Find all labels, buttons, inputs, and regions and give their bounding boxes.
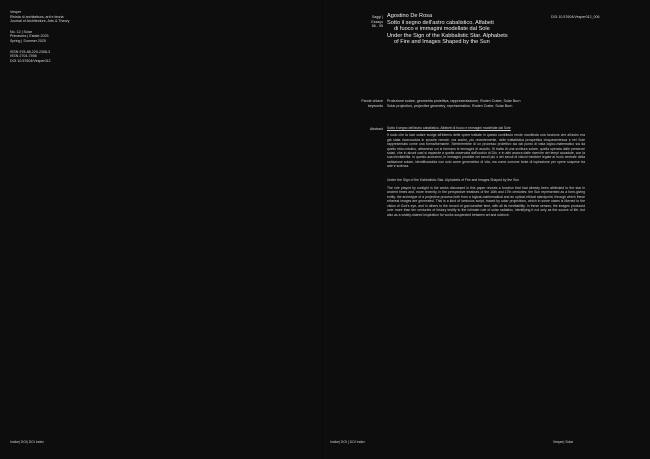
rubric (363, 15, 383, 29)
article-title-block (387, 13, 567, 46)
title-it-line2: di fuoco e immagini modellate dal Sole (394, 26, 490, 33)
issn-print: ISSN 978-88-229-2308-3 (10, 49, 51, 54)
title-en-line1: Under the Sign of the Kabbalistic Star. Alphabets (387, 32, 508, 39)
right-footer-issue: Vesper| Solar (553, 440, 574, 444)
keywords-it: Proiezione solare, geometria proiettiva, rappresentazione, Roden Crater, Solar Burn (387, 99, 521, 103)
abstract-heading-en: Under the Sign of the Kabbalistic Star. Alphabets of Fire and Images Shaped by the Sun (387, 177, 520, 182)
abstract-text-it: Il ruolo che la luce solare svolge all'interno delle opere trattate in questo contributo rende manifesta una funzione che all'astro era già stata riconosciuta in epoche remote, ma anche, più recentemente, nelle trattatistica prospettica cinquecentesca e nel Sole rappresentato come una forma/formante. Sembrerebbe di un processo proiettivo sia dal punto di vista logico-matematico sia da quello etico-mistico, attraverso cui si formano le immagini di ascolto. Si tratta di una scrittura solare, quella operata dalle presenze solari, che in alcuni casi si espande a quella osservata dall'occhio di Dio, e in altri ancora dalle ricerche dei tempi accadute, con la sua inevitabilità. In questo accezioni, le immagini prodotte nei secoli più o dei secoli di visioni mistiche legate al ruolo centrale della radiazione solare, identificandola non solo come generatrice di vita, ma come comune fonte di ispirazione per opere sospese tra arte e scienza. (387, 133, 585, 169)
keywords (387, 99, 587, 108)
journal-colophon (10, 10, 130, 63)
article-doi: DOI 10.57604/Vesper012_006 (551, 15, 600, 19)
rubric-section: Saggi | Essays (371, 15, 383, 24)
keywords-en: Solar projection, projective geometry, representation, Roden Crater, Solar Burn (387, 103, 513, 108)
abstract-column (387, 126, 585, 217)
journal-subtitle-en: Journal of Architecture, Arts & Theory (10, 19, 70, 24)
author-name: Agostino De Rosa (387, 13, 433, 19)
rubric-pages: 86 - 95 (371, 24, 383, 29)
issue-number: No. 12 | Solar (10, 29, 32, 34)
keywords-label-en: keywords (367, 103, 383, 108)
keywords-label (360, 99, 383, 108)
abstract-label: Abstract (369, 127, 383, 131)
issn-online: ISSN 2704-7598 (10, 54, 37, 59)
journal-subtitle-it: Rivista di architettura, arti e teoria (10, 14, 64, 19)
issue-season-it: Primavera | Estate 2025 (10, 34, 49, 39)
journal-name: Vesper (10, 10, 22, 14)
abstract-heading-it: Sotto il segno dell'astro cabalistico. Alfabeti di fuoco e immagini modellate dal Sole (387, 126, 511, 130)
right-footer-index: Indice| DOI | DOI Index (330, 440, 365, 444)
issue-season-en: Spring | Summer 2025 (10, 38, 46, 43)
spine-divider (325, 0, 326, 459)
abstract-text-en: The role played by sunlight in the works discussed in this paper reveals a function that had already been attributed to the star in ancient times and, more recently, in the perspective treatises of the 16th and 17th centuries: the Sun represented as a form-giving entity, the archetype of a projective process both from a logical-mathematical and an optical-ethical standpoint, through which these ethereal images are generated. This is a kind of luminous script, traced by solar projections, which in some cases is likened to the vision of God's eye, and in others to the record of god-weather time, with all its inevitability. In these senses, the images produced over more than ten centuries of history testify to the intimate role of solar radiation, identifying it not only as the source of life, but also as a widely-shared inspiration for works suspended between art and science. (387, 186, 585, 217)
title-en-line2: of Fire and Images Shaped by the Sun (394, 39, 490, 46)
title-it-line1: Sotto il segno dell'astro cabalistico. Alfabeti (387, 19, 494, 26)
left-footer: Indice| DOI| DOI Index (10, 440, 44, 444)
keywords-label-it: Parole chiave (361, 99, 383, 103)
journal-doi: DOI 10.57604/Vesper012 (10, 58, 51, 63)
